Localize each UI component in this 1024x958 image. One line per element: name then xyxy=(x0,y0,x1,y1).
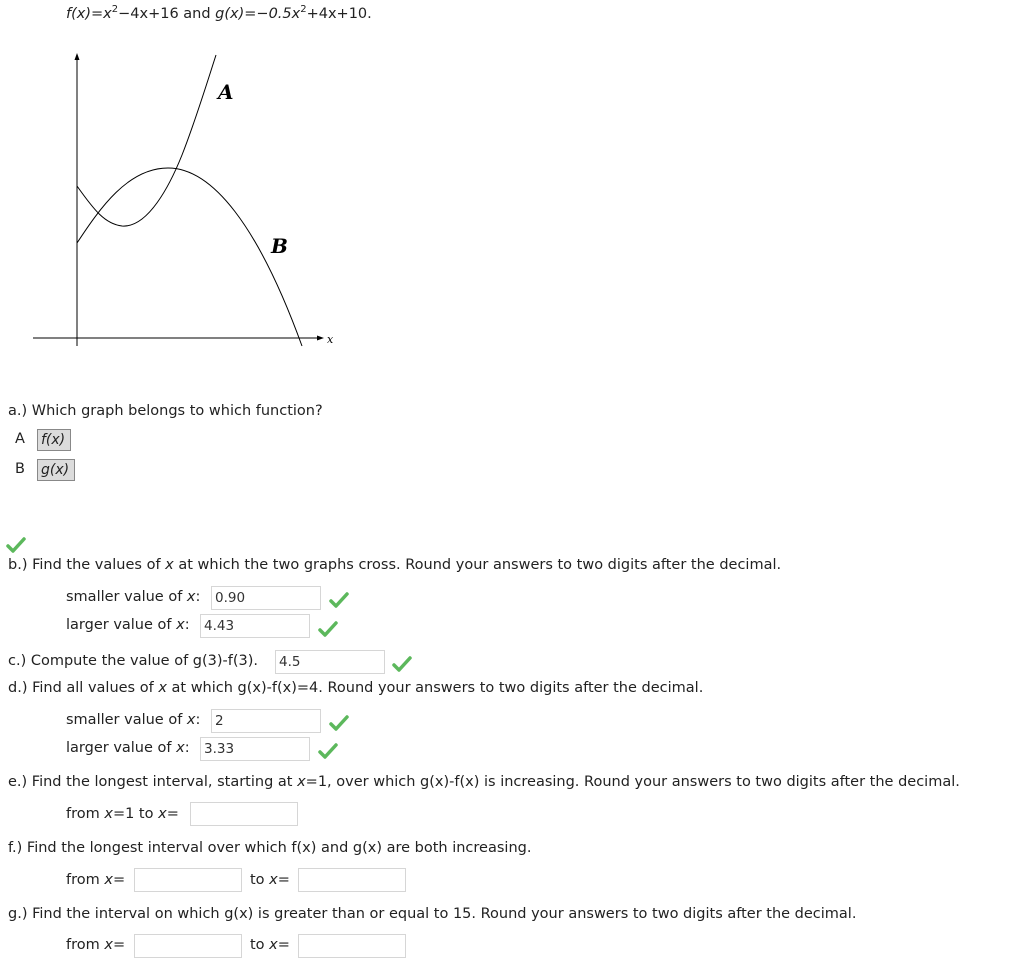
part-a-row-b-letter: B xyxy=(15,461,25,477)
part-f-from-label xyxy=(66,872,125,888)
part-b-smaller-check-icon xyxy=(329,591,349,609)
part-b-smaller-label xyxy=(66,589,200,605)
label-b: B xyxy=(271,234,288,258)
part-d-q1: d.) Find all values of xyxy=(8,680,159,696)
part-f-question: f.) Find the longest interval over which f(x) and g(x) are both increasing. xyxy=(8,840,532,856)
part-b-smaller-text: smaller value of xyxy=(66,589,187,605)
part-e-from-rest: =1 to xyxy=(112,806,159,822)
part-c-check-icon xyxy=(392,655,412,673)
part-d-larger-input[interactable]: 3.33 xyxy=(200,737,310,761)
part-d-smaller-x: x xyxy=(186,712,196,728)
part-d-smaller-colon: : xyxy=(195,712,201,728)
part-d-question xyxy=(8,680,703,696)
g-prefix: g(x)=−0.5x xyxy=(215,5,301,22)
part-e-from-label xyxy=(66,806,179,822)
x-axis-label: x xyxy=(327,333,334,346)
part-d-qx: x xyxy=(158,680,167,696)
part-a-row-a-select[interactable]: f(x) xyxy=(37,429,71,451)
part-g-from-text: from xyxy=(66,937,105,953)
part-b-smaller-x: x xyxy=(186,589,196,605)
part-e-question xyxy=(8,774,960,790)
x-axis-arrow xyxy=(317,336,324,341)
part-d-q2: at which g(x)-f(x)=4. Round your answers to two digits after the decimal. xyxy=(166,680,704,696)
part-d-larger-label xyxy=(66,740,190,756)
part-b-q1: b.) Find the values of xyxy=(8,557,166,573)
part-f-to-label xyxy=(250,872,290,888)
part-d-smaller-check-icon xyxy=(329,714,349,732)
part-e-q2: =1, over which g(x)-f(x) is increasing. Round your answers to two digits after the decimal. xyxy=(305,774,960,790)
part-b-larger-x: x xyxy=(176,617,185,633)
part-b-qx: x xyxy=(165,557,174,573)
curve-b xyxy=(77,168,302,346)
f-exponent: 2 xyxy=(111,4,119,15)
part-g-to-input[interactable] xyxy=(298,934,406,958)
part-f-to-input[interactable] xyxy=(298,868,406,892)
y-axis-arrow xyxy=(75,53,80,60)
function-graph xyxy=(0,50,340,350)
part-a-check-icon xyxy=(6,536,26,554)
part-d-smaller-input[interactable]: 2 xyxy=(211,709,321,733)
part-e-from-text: from xyxy=(66,806,105,822)
part-b-larger-input[interactable]: 4.43 xyxy=(200,614,310,638)
part-b-smaller-input[interactable]: 0.90 xyxy=(211,586,321,610)
part-f-to-eq: = xyxy=(277,872,290,888)
label-a: A xyxy=(218,80,234,104)
part-f-to-x: x xyxy=(269,872,278,888)
g-rest: +4x+10. xyxy=(306,5,372,22)
part-f-to-text: to xyxy=(250,872,270,888)
part-f-from-x: x xyxy=(104,872,113,888)
part-e-from-x: x xyxy=(104,806,113,822)
part-e-input[interactable] xyxy=(190,802,298,826)
part-e-to-x: x xyxy=(158,806,167,822)
and-text: and xyxy=(178,5,216,22)
part-b-q2: at which the two graphs cross. Round your answers to two digits after the decimal. xyxy=(173,557,782,573)
part-g-from-eq: = xyxy=(112,937,126,953)
part-g-from-x: x xyxy=(104,937,113,953)
part-g-to-eq: = xyxy=(277,937,290,953)
f-rest: −4x+16 xyxy=(118,5,179,22)
g-exponent: 2 xyxy=(300,4,307,15)
part-d-larger-colon: : xyxy=(184,740,190,756)
part-f-from-input[interactable] xyxy=(134,868,242,892)
part-a-row-a-letter: A xyxy=(15,431,25,447)
part-e-q1: e.) Find the longest interval, starting at xyxy=(8,774,298,790)
f-prefix: f(x)=x xyxy=(66,5,112,22)
part-d-larger-x: x xyxy=(176,740,185,756)
part-e-qx: x xyxy=(297,774,306,790)
part-b-larger-label xyxy=(66,617,190,633)
part-b-larger-colon: : xyxy=(184,617,190,633)
part-d-larger-text: larger value of xyxy=(66,740,177,756)
curve-a xyxy=(77,55,216,226)
part-d-smaller-label xyxy=(66,712,200,728)
part-g-question: g.) Find the interval on which g(x) is greater than or equal to 15. Round your answers to two digits after the decimal. xyxy=(8,906,857,922)
part-g-to-text: to xyxy=(250,937,270,953)
part-f-from-eq: = xyxy=(112,872,126,888)
part-a-question: a.) Which graph belongs to which function? xyxy=(8,403,323,419)
part-b-smaller-colon: : xyxy=(195,589,201,605)
part-g-from-input[interactable] xyxy=(134,934,242,958)
part-b-question xyxy=(8,557,781,573)
part-d-smaller-text: smaller value of xyxy=(66,712,187,728)
part-f-from-text: from xyxy=(66,872,105,888)
part-e-eq: = xyxy=(166,806,179,822)
part-b-larger-text: larger value of xyxy=(66,617,177,633)
part-b-larger-check-icon xyxy=(318,620,338,638)
part-a-row-b-select[interactable]: g(x) xyxy=(37,459,75,481)
part-g-to-x: x xyxy=(269,937,278,953)
part-c-input[interactable]: 4.5 xyxy=(275,650,385,674)
problem-header xyxy=(66,4,372,22)
part-d-larger-check-icon xyxy=(318,742,338,760)
part-c-question: c.) Compute the value of g(3)-f(3). xyxy=(8,653,259,669)
